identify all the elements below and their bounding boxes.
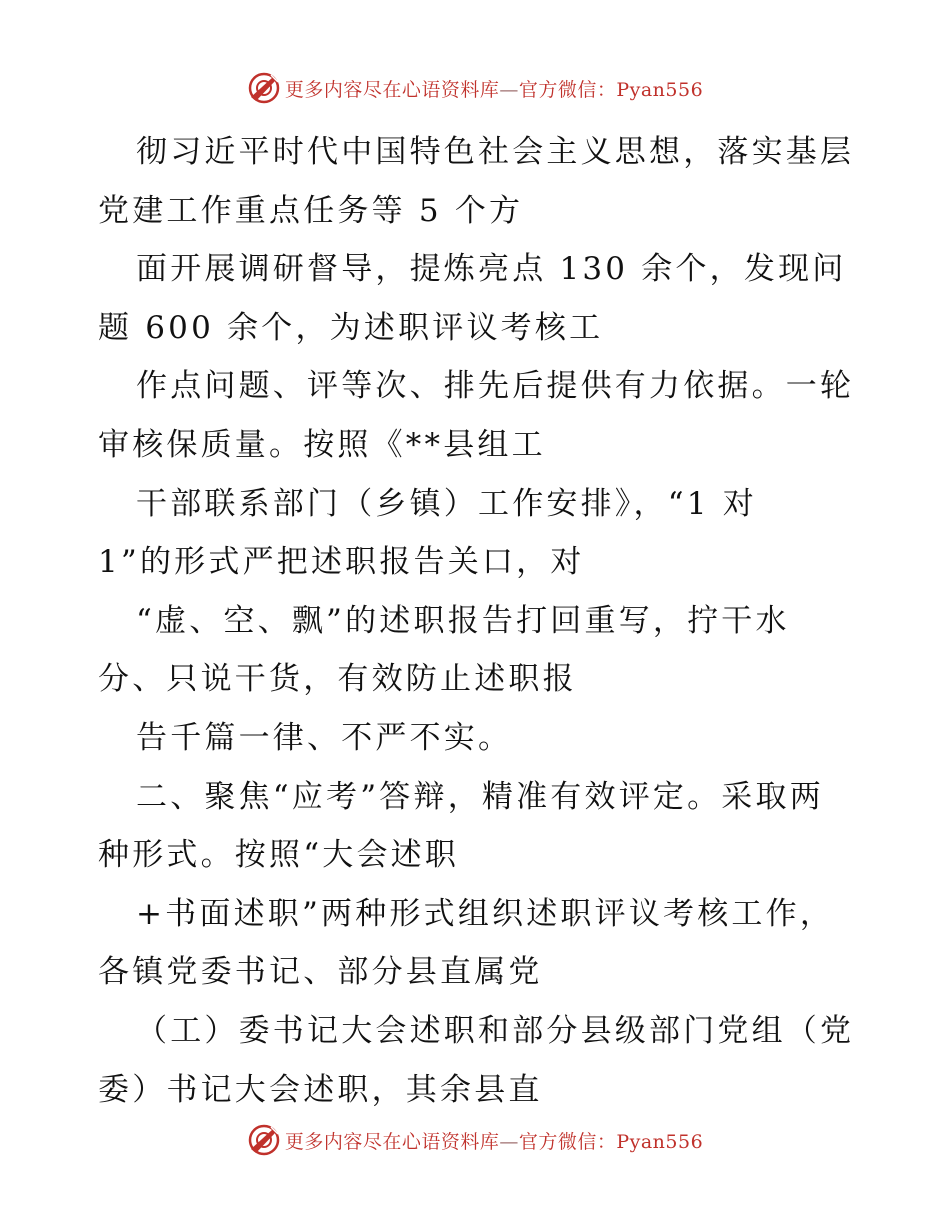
text-line: 审核保质量。按照《**县组工 [98, 426, 546, 463]
text-line: 1”的形式严把述职报告关口，对 [98, 544, 585, 581]
text-line: 委）书记大会述职，其余县直 [98, 1071, 543, 1108]
footer-slogan: 更多内容尽在心语资料库 [284, 1130, 500, 1153]
text-line: 党建工作重点任务等 5 个方 [98, 192, 524, 229]
header-banner-text [285, 75, 703, 102]
brand-logo-icon [247, 71, 281, 105]
header-wechat: 官方微信：Pyan556 [518, 78, 704, 101]
text-line: 种形式。按照“大会述职 [98, 837, 460, 874]
text-line: （工）委书记大会述职和部分县级部门党组（党 [136, 1012, 855, 1049]
header-separator: — [499, 78, 519, 101]
text-line: 作点问题、评等次、排先后提供有力依据。一轮 [136, 368, 855, 405]
document-body [98, 123, 868, 1119]
text-line: 干部联系部门（乡镇）工作安排》，“1 对 [136, 485, 757, 522]
text-line: 彻习近平时代中国特色社会主义思想，落实基层 [136, 134, 855, 170]
text-line: “虚、空、飘”的述职报告打回重写，拧干水 [136, 602, 790, 639]
footer-banner-text [285, 1127, 703, 1154]
text-line: 分、只说干货，有效防止述职报 [98, 661, 577, 698]
text-line: 各镇党委书记、部分县直属党 [98, 954, 543, 991]
footer-wechat: 官方微信：Pyan556 [518, 1130, 704, 1153]
brand-logo-icon [247, 1123, 281, 1157]
text-line: 题 600 余个，为述职评议考核工 [98, 309, 604, 346]
header-slogan: 更多内容尽在心语资料库 [284, 78, 500, 101]
footer-separator: — [499, 1130, 519, 1153]
footer-banner [0, 1120, 950, 1160]
text-line: 告千篇一律、不严不实。 [136, 719, 513, 756]
text-line: 面开展调研督导，提炼亮点 130 余个，发现问 [136, 251, 847, 288]
header-banner [0, 68, 950, 108]
text-line: +书面述职”两种形式组织述职评议考核工作， [136, 895, 835, 932]
text-line: 二、聚焦“应考”答辩，精准有效评定。采取两 [136, 778, 824, 815]
